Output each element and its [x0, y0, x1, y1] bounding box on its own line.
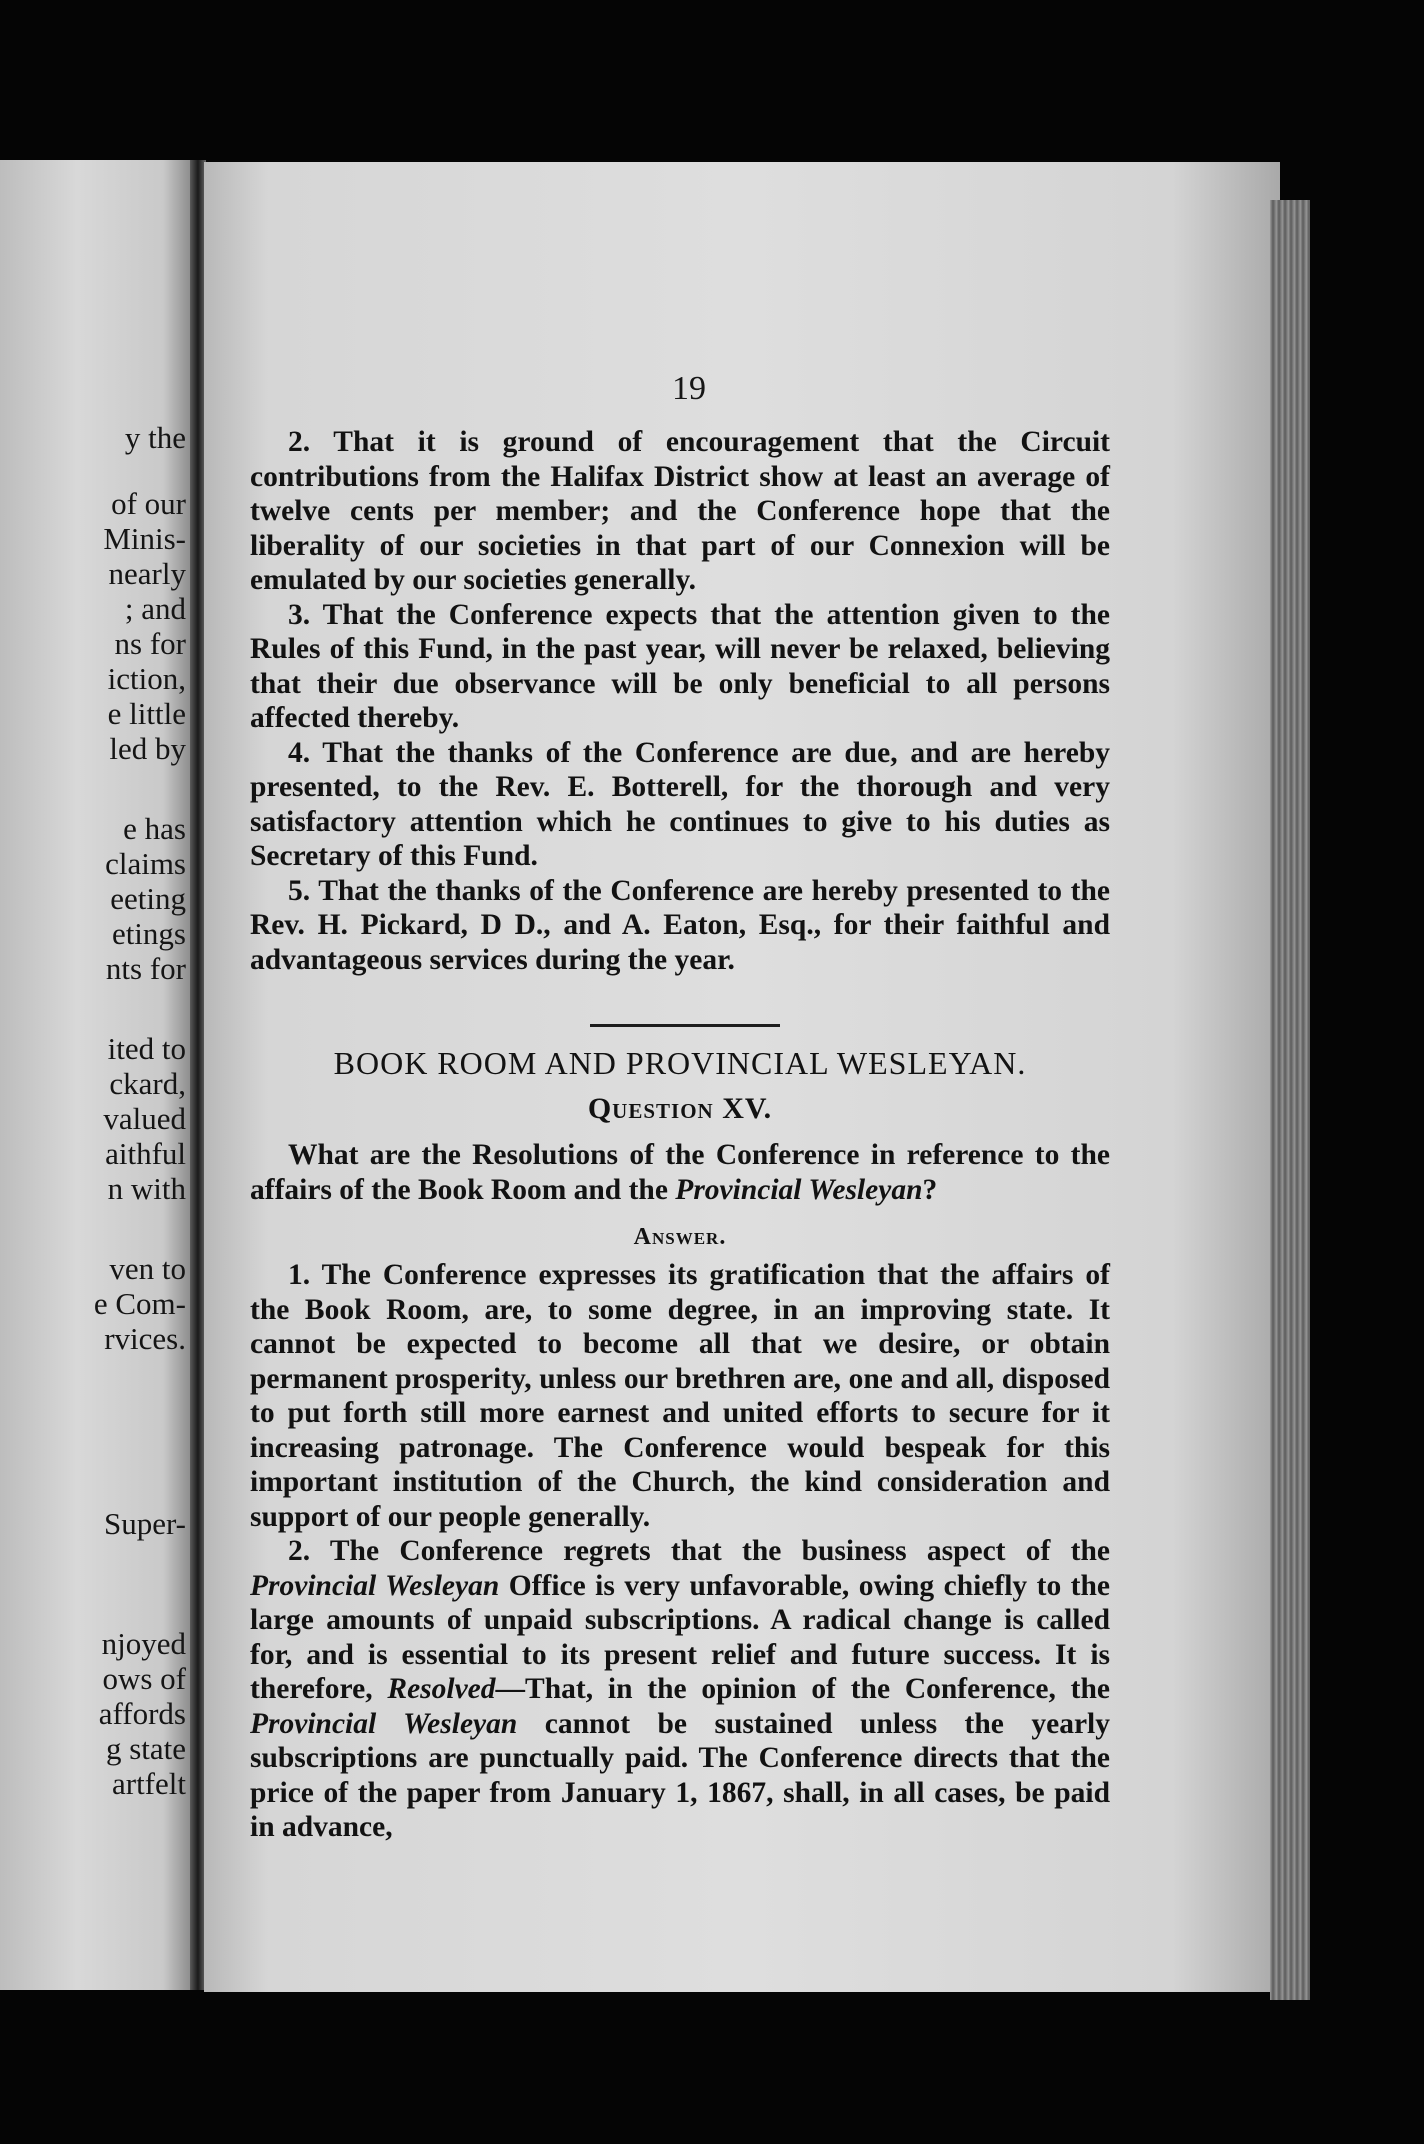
page-edges [1270, 200, 1310, 2000]
left-line: e little [107, 696, 186, 731]
left-line: ows of [102, 1661, 186, 1696]
left-line: n with [107, 1171, 186, 1206]
left-line: led by [109, 731, 186, 766]
left-line: Super- [103, 1506, 186, 1541]
left-line: aithful [105, 1136, 186, 1171]
left-page-fragment [0, 160, 192, 1990]
left-line: affords [98, 1696, 186, 1731]
left-line: e Com- [93, 1286, 186, 1321]
resolution-3: 3. That the Conference expects that the attention given to the Rules of this Fund, in the past year, will never be relaxed, believing that their due observance will be only beneficial to all persons affected thereby. [250, 598, 1110, 734]
left-line: y the [124, 420, 186, 455]
left-line: ited to [107, 1031, 186, 1066]
resolutions-continued [250, 425, 1110, 977]
answer-2: 2. The Conference regrets that the business aspect of the Provincial Wesleyan Office is very unfavorable, owing chiefly to the large amounts of unpaid subscriptions. A radical change is called for, and is essential to its present relief and future success. It is therefore, Resolved—That, in the opinion of the Conference, the Provincial Wesleyan cannot be sustained unless the yearly subscriptions are punctually paid. The Conference directs that the price of the paper from January 1, 1867, shall, in all cases, be paid in advance, [250, 1535, 1110, 1843]
left-line: eeting [110, 881, 186, 916]
left-line: g state [105, 1731, 186, 1766]
left-line: e has [123, 811, 186, 846]
left-line: nearly [108, 556, 186, 591]
left-line: rvices. [104, 1321, 186, 1356]
section-divider [590, 1024, 780, 1027]
left-line: ; and [124, 591, 186, 626]
left-line: etings [111, 916, 186, 951]
answer-label: Answer. [633, 1224, 727, 1250]
resolution-4: 4. That the thanks of the Conference are due, and are hereby presented, to the Rev. E. Botterell, for the thorough and very satisfactory attention which he continues to give to his duties as Secretary of this Fund. [250, 736, 1110, 872]
left-line: Minis- [103, 521, 186, 556]
question-label: Question XV. [587, 1092, 773, 1125]
left-line: artfelt [111, 1766, 186, 1801]
left-line: ns for [114, 626, 186, 661]
left-line: valued [103, 1101, 186, 1136]
resolution-5: 5. That the thanks of the Conference are hereby presented to the Rev. H. Pickard, D D., and A. Eaton, Esq., for their faithful and advantageous services during the year. [250, 874, 1110, 976]
left-line: iction, [107, 661, 186, 696]
left-line: njoyed [101, 1626, 186, 1661]
page-number: 19 [672, 370, 706, 407]
left-line: ven to [109, 1251, 186, 1286]
left-line: of our [111, 486, 186, 521]
answer-body [250, 1258, 1110, 1845]
resolution-2: 2. That it is ground of encouragement that the Circuit contributions from the Halifax District show at least an average of twelve cents per member; and the Conference hope that the liberality of our societies in that part of our Connexion will be emulated by our societies generally. [250, 426, 1110, 596]
question-text: What are the Resolutions of the Conference in reference to the affairs of the Book Room and the Provincial Wesleyan? [250, 1139, 1110, 1206]
left-line: ckard, [109, 1066, 186, 1101]
left-line: claims [105, 846, 186, 881]
left-line: nts for [105, 951, 186, 986]
answer-1: 1. The Conference expresses its gratification that the affairs of the Book Room, are, to some degree, in an improving state. It cannot be expected to become all that we desire, or obtain permanent prosperity, unless our brethren are, one and all, disposed to put forth still more earnest and united efforts to secure for it increasing patronage. The Conference would bespeak for this important institution of the Church, the kind consideration and support of our people generally. [250, 1259, 1110, 1533]
section-heading: BOOK ROOM AND PROVINCIAL WESLEYAN. [333, 1045, 1027, 1081]
